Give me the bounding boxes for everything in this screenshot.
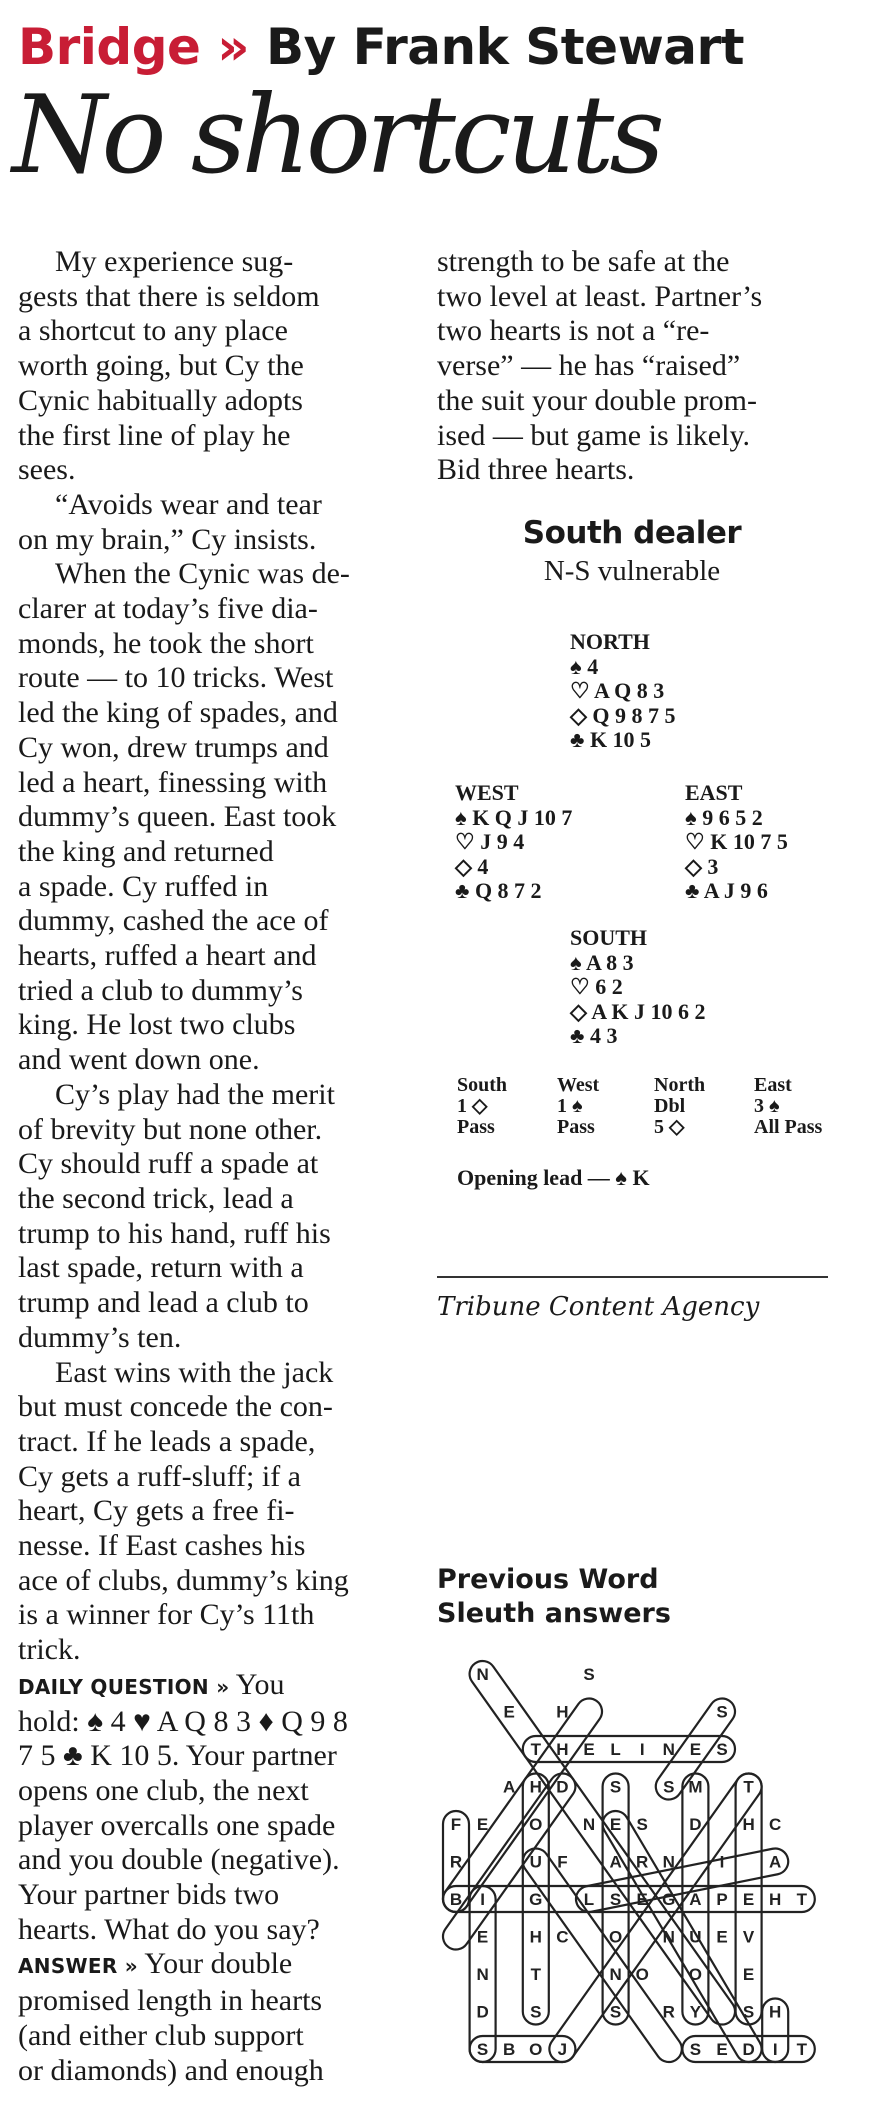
puzzle-letter: E	[476, 1815, 489, 1834]
hand-south-clubs: ♣ 4 3	[570, 1023, 618, 1048]
article-line: dummy’s queen. East took	[18, 800, 337, 834]
puzzle-letter: R	[662, 2002, 675, 2022]
puzzle-letter: G	[662, 1890, 676, 1909]
puzzle-letter: S	[742, 2002, 755, 2022]
article-line: trump and lead a club to	[18, 1286, 309, 1320]
article-line: the second trick, lead a	[18, 1181, 294, 1215]
puzzle-letter: H	[529, 1777, 542, 1797]
opening-lead: Opening lead — ♠ K	[457, 1165, 650, 1190]
article-line: Cy won, drew trumps and	[18, 730, 329, 764]
bidding-header: East	[754, 1075, 792, 1096]
bid: Dbl	[654, 1095, 686, 1117]
daily-question-text-5: and you double (negative).	[18, 1843, 340, 1877]
article-line: a shortcut to any place	[18, 314, 288, 348]
article-column-2	[437, 245, 837, 488]
hand-north-hearts: ♡ A Q 8 3	[570, 678, 665, 703]
article-line: led a heart, finessing with	[18, 765, 328, 799]
dealer-label: South dealer	[522, 515, 742, 551]
article-line: a spade. Cy ruffed in	[18, 869, 269, 903]
puzzle-letter: N	[662, 1852, 675, 1872]
puzzle-letter: O	[688, 1965, 703, 1984]
article-line: on my brain,” Cy insists.	[18, 522, 317, 556]
puzzle-letter: S	[663, 1777, 675, 1797]
answer-text-2: (and either club support	[18, 2018, 304, 2052]
daily-question-text-3: opens one club, the next	[18, 1773, 309, 1807]
puzzle-letter: I	[772, 2040, 778, 2059]
puzzle-letter: G	[529, 1890, 543, 1909]
hand-north-spades: ♠ 4	[570, 653, 599, 679]
article-line: trump to his hand, ruff his	[18, 1216, 331, 1250]
daily-question-text-0: You	[229, 1667, 285, 1701]
hand-east-label: EAST	[685, 780, 743, 805]
article-line: the first line of play he	[18, 418, 291, 452]
article-line: the suit your double prom-	[437, 383, 757, 417]
puzzle-letter: U	[689, 1927, 702, 1947]
bidding-col-west	[557, 1075, 599, 1138]
puzzle-letter: E	[689, 1740, 702, 1759]
puzzle-letter: D	[742, 2040, 755, 2059]
puzzle-letter: C	[556, 1927, 569, 1947]
article-line: My experience sug-	[55, 245, 294, 278]
puzzle-letter: T	[743, 1777, 754, 1797]
puzzle-letter: E	[609, 1815, 622, 1834]
puzzle-letter: S	[636, 1815, 648, 1834]
hand-east	[685, 781, 788, 904]
dealer-info	[437, 515, 827, 588]
puzzle-letter: S	[530, 2002, 542, 2022]
article-line: tract. If he leads a spade,	[18, 1424, 316, 1458]
daily-question-label: DAILY QUESTION »	[18, 1674, 230, 1699]
puzzle-letter: H	[556, 1740, 569, 1759]
word-sleuth-grid	[440, 1656, 840, 2101]
bid: 1 ◇	[457, 1095, 488, 1117]
article-line: Cy’s play had the merit	[55, 1077, 335, 1111]
bidding-header: South	[457, 1074, 508, 1096]
answer-text-1: promised length in hearts	[18, 1984, 323, 2018]
puzzle-letter: T	[530, 1740, 541, 1759]
puzzle-letter: A	[769, 1852, 782, 1872]
word-sleuth-title-line2: Sleuth answers	[437, 1598, 671, 1629]
puzzle-letter: J	[557, 2040, 568, 2059]
article-line: sees.	[18, 453, 76, 487]
puzzle-letter: H	[529, 1927, 542, 1947]
article-line: monds, he took the short	[18, 626, 314, 660]
section-label: Bridge »	[18, 18, 250, 76]
puzzle-letter: D	[556, 1777, 569, 1797]
article-line: tried a club to dummy’s	[18, 973, 303, 1007]
hand-south	[570, 926, 706, 1049]
bidding-header: West	[557, 1074, 600, 1096]
section-kicker	[18, 18, 744, 76]
puzzle-letter: H	[769, 2002, 782, 2022]
puzzle-letter: F	[450, 1815, 462, 1834]
word-sleuth-title	[437, 1563, 671, 1631]
daily-question-text-7: hearts. What do you say?	[18, 1912, 320, 1946]
article-column-1	[18, 245, 408, 2088]
hand-east-spades: ♠ 9 6 5 2	[685, 804, 763, 830]
hand-west-label: WEST	[455, 780, 519, 805]
bid: All Pass	[754, 1116, 823, 1138]
puzzle-letter: O	[635, 1965, 649, 1984]
puzzle-letter: A	[689, 1890, 702, 1909]
puzzle-letter: S	[476, 2040, 489, 2059]
article-line: Cynic habitually adopts	[18, 383, 303, 417]
article-line: hearts, ruffed a heart and	[18, 939, 317, 973]
puzzle-letter: S	[609, 1890, 622, 1909]
puzzle-letter: C	[769, 1815, 782, 1834]
bidding-col-east	[754, 1075, 828, 1138]
puzzle-letter: S	[689, 2040, 702, 2059]
puzzle-letter: E	[742, 1890, 755, 1909]
article-line: king. He lost two clubs	[18, 1008, 296, 1042]
article-line: the king and returned	[18, 834, 274, 868]
puzzle-letter: R	[636, 1852, 649, 1872]
puzzle-letter: T	[530, 1965, 541, 1984]
article-line: last spade, return with a	[18, 1251, 304, 1285]
puzzle-letter: N	[476, 1665, 489, 1684]
bidding-col-north	[654, 1075, 705, 1138]
puzzle-letter: E	[716, 2040, 728, 2059]
puzzle-letter: N	[582, 1815, 596, 1834]
puzzle-letter: T	[796, 2040, 807, 2059]
puzzle-letter: S	[716, 1740, 728, 1759]
daily-question	[18, 1668, 408, 1948]
puzzle-letter: O	[529, 1815, 543, 1834]
puzzle-letter: D	[689, 1815, 702, 1834]
article-line: clarer at today’s five dia-	[18, 592, 318, 626]
article-line: Cy should ruff a spade at	[18, 1147, 319, 1181]
puzzle-letter: E	[716, 1927, 728, 1947]
puzzle-letter: S	[609, 1777, 622, 1797]
hand-south-hearts: ♡ 6 2	[570, 974, 623, 999]
credit-line: Tribune Content Agency	[437, 1292, 760, 1322]
puzzle-letter: E	[742, 1965, 755, 1984]
puzzle-letter: O	[529, 2040, 543, 2059]
puzzle-letter: B	[503, 2040, 516, 2059]
bid: 1 ♠	[557, 1095, 583, 1117]
article-line: led the king of spades, and	[18, 696, 338, 730]
bid: 5 ◇	[654, 1116, 685, 1138]
answer-loop	[523, 1736, 735, 1762]
article-line: strength to be safe at the	[437, 245, 730, 278]
article-line: route — to 10 tricks. West	[18, 661, 334, 695]
puzzle-letter: B	[449, 1890, 463, 1909]
word-sleuth-title-line1: Previous Word	[437, 1564, 659, 1595]
vulnerability-label: N-S vulnerable	[543, 555, 721, 587]
puzzle-letter: L	[583, 1890, 595, 1909]
puzzle-letter: H	[769, 1890, 782, 1909]
hand-north-diamonds: ◇ Q 9 8 7 5	[570, 702, 676, 728]
hand-north-clubs: ♣ K 10 5	[570, 727, 652, 752]
puzzle-letter: N	[609, 1965, 622, 1984]
bid: Pass	[557, 1116, 595, 1138]
byline: By Frank Stewart	[266, 18, 745, 76]
article-line: of brevity but none other.	[18, 1112, 323, 1146]
puzzle-letter: V	[742, 1927, 755, 1947]
article-line: and went down one.	[18, 1043, 260, 1077]
puzzle-letter: D	[476, 2002, 489, 2022]
puzzle-letter: I	[719, 1852, 725, 1872]
article-line: When the Cynic was de-	[55, 557, 350, 591]
article-headline: No shortcuts	[12, 73, 660, 198]
article-line: is a winner for Cy’s 11th	[18, 1598, 315, 1632]
article-line: nesse. If East cashes his	[18, 1529, 306, 1563]
puzzle-letter: Y	[689, 2002, 702, 2022]
puzzle-letter: N	[662, 1740, 675, 1759]
puzzle-letter: A	[503, 1777, 516, 1797]
hand-south-label: SOUTH	[570, 925, 648, 950]
puzzle-letter: E	[583, 1740, 595, 1759]
article-line: heart, Cy gets a free fi-	[18, 1494, 295, 1528]
article-line: gests that there is seldom	[18, 279, 320, 313]
puzzle-letter: S	[716, 1702, 728, 1722]
answer-text-0: Your double	[138, 1947, 293, 1981]
article-line: Cy gets a ruff-sluff; if a	[18, 1459, 301, 1493]
puzzle-letter: E	[503, 1702, 515, 1722]
hand-north-label: NORTH	[570, 629, 650, 654]
hand-east-hearts: ♡ K 10 7 5	[685, 829, 788, 854]
puzzle-letter: H	[556, 1702, 569, 1722]
daily-question-text-1: hold: ♠ 4 ♥ A Q 8 3 ♦ Q 9 8	[18, 1704, 348, 1738]
article-line: ised — but game is likely.	[437, 418, 751, 452]
article-line: worth going, but Cy the	[18, 349, 304, 383]
article-line: trick.	[18, 1633, 81, 1667]
article-body-1	[18, 245, 408, 1668]
article-line: dummy, cashed the ace of	[18, 904, 329, 938]
puzzle-letter: F	[557, 1852, 568, 1872]
bid: 3 ♠	[754, 1095, 780, 1117]
article-line: “Avoids wear and tear	[55, 487, 322, 521]
article-line: dummy’s ten.	[18, 1320, 182, 1354]
puzzle-letter: M	[688, 1777, 703, 1797]
puzzle-letter: A	[609, 1852, 622, 1872]
hand-east-clubs: ♣ A J 9 6	[685, 878, 768, 903]
answer	[18, 1947, 408, 2088]
hand-west-spades: ♠ K Q J 10 7	[455, 804, 573, 830]
hand-west	[455, 781, 572, 904]
daily-question-text-6: Your partner bids two	[18, 1878, 280, 1912]
article-line: ace of clubs, dummy’s king	[18, 1563, 349, 1597]
hand-west-hearts: ♡ J 9 4	[455, 829, 525, 854]
hand-west-clubs: ♣ Q 8 7 2	[455, 878, 542, 903]
bidding-header: North	[654, 1074, 706, 1096]
daily-question-text-2: 7 5 ♣ K 10 5. Your partner	[18, 1739, 337, 1773]
puzzle-letter: S	[609, 2002, 622, 2022]
puzzle-letter: R	[449, 1852, 463, 1872]
article-line: two hearts is not a “re-	[437, 314, 710, 348]
puzzle-letter: U	[529, 1852, 542, 1872]
puzzle-letter: I	[480, 1890, 485, 1909]
article-line: two level at least. Partner’s	[437, 279, 763, 313]
hand-south-spades: ♠ A 8 3	[570, 949, 634, 975]
article-line: verse” — he has “raised”	[437, 349, 741, 383]
puzzle-letter: I	[639, 1740, 645, 1759]
hand-north	[570, 630, 676, 753]
article-line: but must concede the con-	[18, 1390, 333, 1424]
puzzle-letter: L	[610, 1740, 621, 1759]
divider	[437, 1276, 828, 1278]
puzzle-letter: E	[636, 1890, 648, 1909]
answer-label: ANSWER »	[18, 1954, 139, 1979]
puzzle-letter: S	[583, 1665, 595, 1684]
puzzle-letter: P	[716, 1890, 728, 1909]
article-line: Bid three hearts.	[437, 453, 635, 487]
hand-east-diamonds: ◇ 3	[685, 853, 719, 879]
puzzle-letter: T	[796, 1890, 807, 1909]
bid: Pass	[457, 1116, 495, 1138]
article-line: East wins with the jack	[55, 1355, 334, 1389]
answer-text-3: or diamonds) and enough	[18, 2053, 324, 2087]
bidding-col-south	[457, 1075, 507, 1138]
hand-south-diamonds: ◇ A K J 10 6 2	[570, 998, 706, 1024]
puzzle-letter: N	[662, 1927, 675, 1947]
daily-question-text-4: player overcalls one spade	[18, 1808, 336, 1842]
hand-west-diamonds: ◇ 4	[455, 853, 489, 879]
puzzle-letter: N	[476, 1965, 489, 1984]
puzzle-letter: E	[476, 1927, 489, 1947]
puzzle-letter: O	[608, 1927, 623, 1947]
puzzle-letter: H	[742, 1815, 755, 1834]
